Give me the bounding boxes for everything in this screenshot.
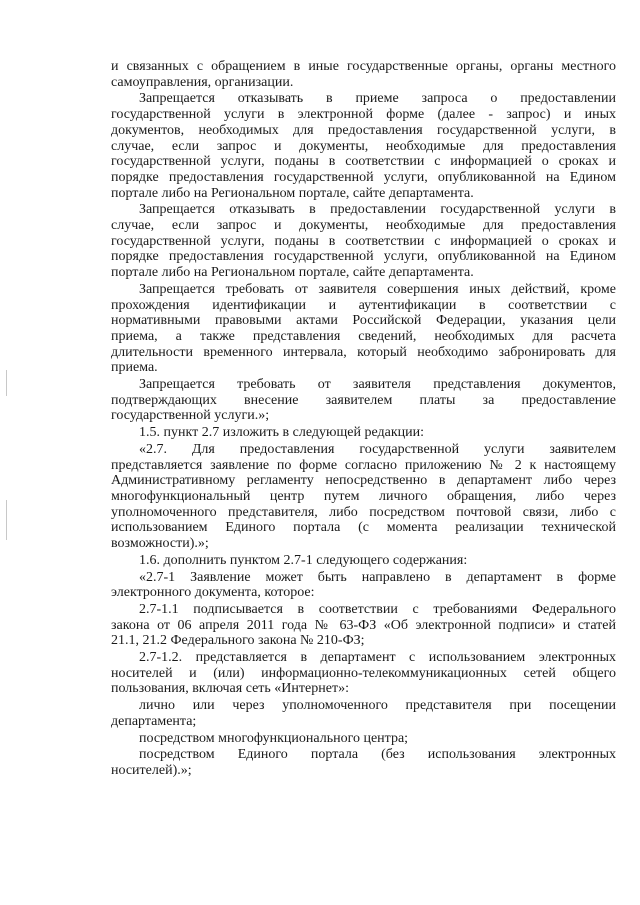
document-page — [111, 59, 616, 779]
document-line: случае, если запрос и документы, необходимые для предоставления — [111, 138, 616, 154]
document-line: 1.5. пункт 2.7 изложить в следующей редакции: — [139, 425, 424, 441]
document-line: представляется заявление по форме согласно приложению № 2 к настоящему — [111, 457, 616, 473]
document-line: приема, а также представления сведений, необходимых для расчета — [111, 328, 616, 344]
document-line: многофункциональный центр путем личного обращения, либо через — [111, 488, 616, 504]
document-line: департамента; — [111, 713, 197, 729]
document-line: длительности временного интервала, который необходимо забронировать для — [111, 344, 616, 360]
document-line: подтверждающих внесение заявителем платы за предоставление — [111, 392, 616, 408]
document-line: 2.7-1.1 подписывается в соответствии с требованиями Федерального — [139, 601, 616, 617]
document-line: «2.7. Для предоставления государственной услуги заявителем — [139, 441, 616, 457]
document-line: Запрещается отказывать в приеме запроса о предоставлении — [139, 91, 616, 107]
document-line: случае, если запрос и документы, необходимые для предоставления — [111, 218, 616, 234]
scan-margin-mark-bottom — [6, 500, 7, 540]
document-line: портале либо на Региональном портале, сайте департамента. — [111, 265, 474, 281]
document-line: приема. — [111, 360, 158, 376]
document-line: электронного документа, которое: — [111, 585, 315, 601]
document-line: документов, необходимых для предоставления государственной услуги, в — [111, 122, 616, 138]
document-line: нормативными правовыми актами Российской Федерации, указания цели — [111, 313, 616, 329]
document-line: Запрещается требовать от заявителя представления документов, — [139, 377, 616, 393]
document-line: порядке предоставления государственной услуги, опубликованной на Едином — [111, 249, 616, 265]
document-line: Административному регламенту непосредственно в департамент либо через — [111, 473, 616, 489]
document-line: лично или через уполномоченного представителя при посещении — [139, 698, 616, 714]
document-line: закона от 06 апреля 2011 года № 63-ФЗ «Об электронной подписи» и статей — [111, 617, 616, 633]
document-line: пользования, включая сеть «Интернет»: — [111, 681, 349, 697]
document-line: государственной услуги.»; — [111, 408, 270, 424]
document-line: «2.7-1 Заявление может быть направлено в департамент в форме — [139, 569, 616, 585]
document-line: носителей и (или) информационно-телекоммуникационных сетей общего — [111, 665, 616, 681]
document-line: Запрещается требовать от заявителя совершения иных действий, кроме — [139, 281, 616, 297]
document-line: и связанных с обращением в иные государственные органы, органы местного — [111, 59, 616, 74]
document-line: порядке предоставления государственной услуги, опубликованной на Едином — [111, 169, 616, 185]
scan-margin-mark-top — [6, 370, 7, 396]
document-line: Запрещается отказывать в предоставлении государственной услуги в — [139, 202, 616, 218]
document-line: возможности).»; — [111, 536, 209, 552]
document-line: государственной услуги, поданы в соответствии с информацией о сроках и — [111, 154, 616, 170]
document-line: 21.1, 21.2 Федерального закона № 210-ФЗ; — [111, 633, 365, 649]
document-line: носителей).»; — [111, 762, 192, 778]
document-line: посредством многофункционального центра; — [139, 730, 409, 746]
document-line: самоуправления, организации. — [111, 74, 294, 90]
document-line: 2.7-1.2. представляется в департамент с использованием электронных — [139, 650, 616, 666]
document-line: государственной услуги, поданы в соответствии с информацией о сроках и — [111, 233, 616, 249]
document-line: портале либо на Региональном портале, сайте департамента. — [111, 185, 474, 201]
document-line: 1.6. дополнить пунктом 2.7-1 следующего содержания: — [139, 552, 468, 568]
document-line: посредством Единого портала (без использования электронных — [139, 747, 616, 763]
document-line: использованием Единого портала (с момента реализации технической — [111, 520, 616, 536]
document-line: государственной услуги в электронной форме (далее - запрос) и иных — [111, 107, 616, 123]
document-line: уполномоченного представителя, либо посредством почтовой связи, либо с — [111, 504, 616, 520]
document-line: прохождения идентификации и аутентификации в соответствии с — [111, 297, 616, 313]
